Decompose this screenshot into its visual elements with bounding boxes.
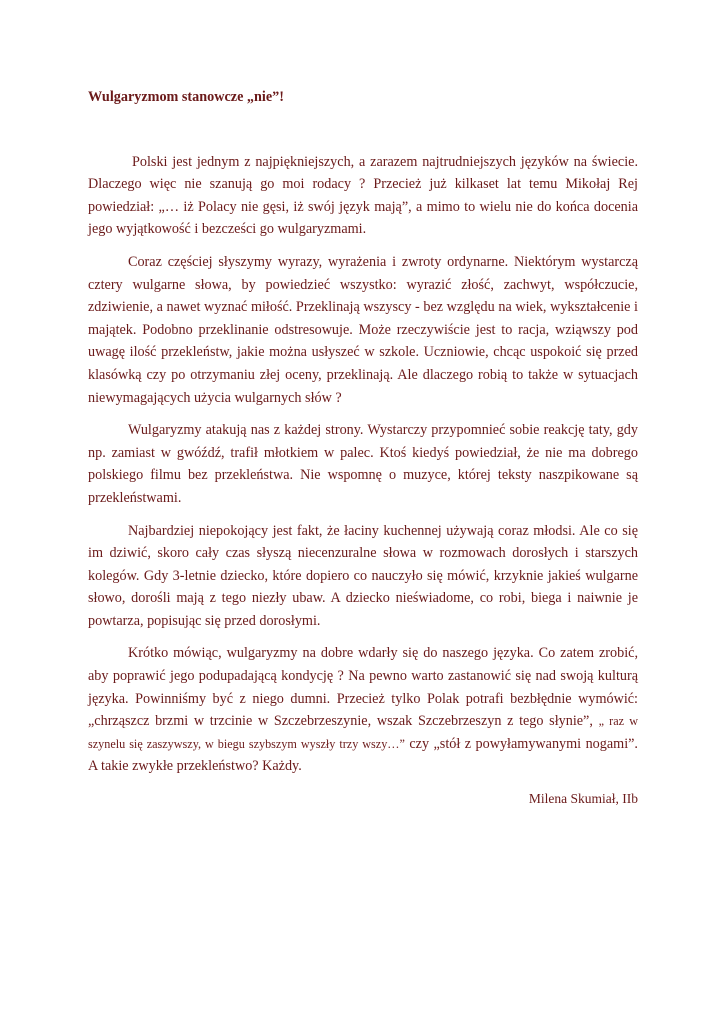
paragraph-5-quote-small: „ raz w szynelu się zaszywszy, w biegu szybszym wyszły trzy wszy…”: [88, 714, 639, 751]
document-title: Wulgaryzmom stanowcze „nie”!: [88, 89, 284, 105]
author-signature: Milena Skumiał, IIb: [528, 791, 638, 807]
paragraph-1: Polski jest jednym z najpiękniejszych, a zarazem najtrudniejszych języków na świecie. Dlaczego więc nie szanują go moi rodacy ? Przecież już kilkaset lat temu Mikołaj Rej powiedział: „… iż Polacy nie gęsi, iż swój język mają”, a mimo to wielu nie do końca docenia jego wyjątkowość i bezcześci go wulgaryzmami.: [88, 153, 638, 238]
paragraph-5-text-a: Krótko mówiąc, wulgaryzmy na dobre wdarły się do naszego języka. Co zatem zrobić, aby poprawić jego podupadającą kondycję ? Na pewno warto zastanowić się nad swoją kulturą języka. Powinniśmy być z niego dumni. Przecież tylko Polak potrafi bezbłędnie wymówić: „chrząszcz brzmi w trzcinie w Szczebrzeszynie, wszak Szczebrzeszyn z tego słynie”,: [88, 645, 638, 730]
paragraph-3: Wulgaryzmy atakują nas z każdej strony. Wystarczy przypomnieć sobie reakcję taty, gdy np. zamiast w gwóźdź, trafił młotkiem w palec. Ktoś kiedyś powiedział, że nie ma dobrego polskiego filmu bez przekleństwa. Nie wspomnę o muzyce, której teksty naszpikowane są przekleństwami.: [88, 422, 638, 506]
document-body: [88, 86, 638, 811]
paragraph-5: [88, 642, 638, 778]
paragraph-4: Najbardziej niepokojący jest fakt, że łaciny kuchennej używają coraz młodsi. Ale co się im dziwić, skoro cały czas słyszą niecenzuralne słowa w rozmowach dorosłych i starszych kolegów. Gdy 3-letnie dziecko, które dopiero co nauczyło się mówić, krzyknie jakieś wulgarne słowo, dorośli mają z tego niezły ubaw. A dziecko nieświadome, co robi, biega i naiwnie je powtarza, popisując się przed dorosłymi.: [88, 522, 638, 629]
paragraph-2: Coraz częściej słyszymy wyrazy, wyrażenia i zwroty ordynarne. Niektórym wystarczą cztery wulgarne słowa, by powiedzieć wszystko: wyrazić złość, zachwyt, współczucie, zdziwienie, a nawet wyznać miłość. Przeklinają wszyscy - bez względu na wiek, wykształcenie i majątek. Podobno przeklinanie odstresowuje. Może rzeczywiście jest to racja, wziąwszy pod uwagę ilość przekleństw, jakie można usłyszeć w szkole. Uczniowie, chcąc uspokoić się przed klasówką czy po otrzymaniu złej oceny, przeklinają. Ale dlaczego robią to także w sytuacjach niewymagających użycia wulgarnych słów ?: [88, 253, 638, 406]
paragraph-5-text-b: czy „stół z powyłamywanymi nogami”. A takie zwykłe przekleństwo? Każdy.: [88, 735, 638, 775]
